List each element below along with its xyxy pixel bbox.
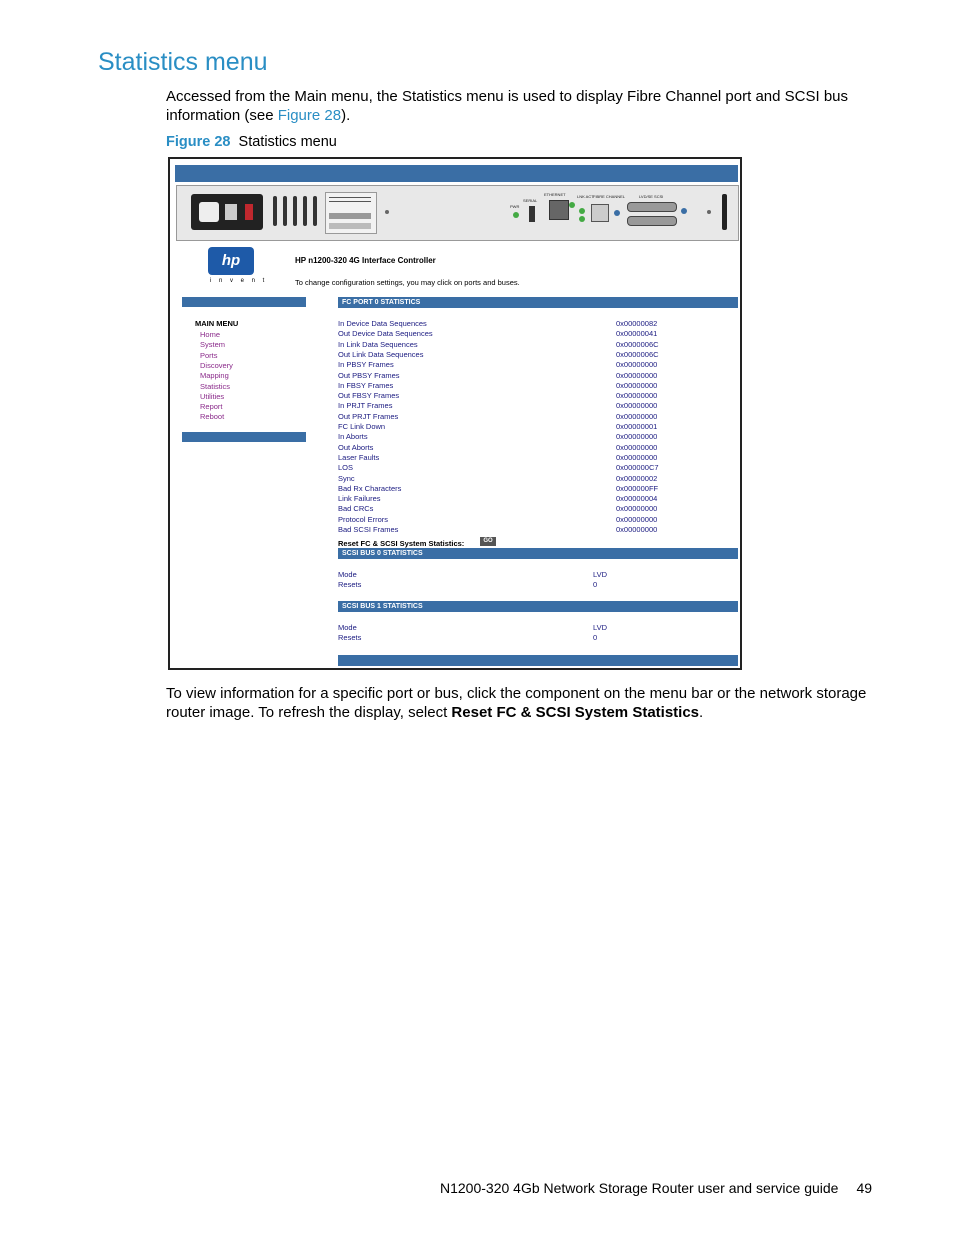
outro-paragraph: [166, 684, 881, 722]
fc-stat-value: 0x00000000: [616, 452, 658, 462]
power-inlet[interactable]: [191, 194, 263, 230]
fc-stat-value: 0x00000001: [616, 422, 658, 431]
fc-stat-label: FC Link Down: [338, 422, 386, 431]
menu-item-statistics[interactable]: Statistics: [200, 381, 231, 391]
fc-stat-label: Protocol Errors: [338, 514, 389, 524]
vent-slot: [313, 196, 317, 226]
fc-stat-value: 0x00000000: [616, 525, 658, 534]
intro-text: Accessed from the Main menu, the Statistics menu is used to display Fibre Channel port and SCSI bus information (see: [166, 88, 849, 124]
screw-icon: [385, 210, 389, 214]
scsi1-stat-label: Resets: [338, 633, 362, 643]
fc-stat-label: In Link Data Sequences: [338, 339, 418, 349]
menu-item-reboot[interactable]: Reboot: [200, 412, 225, 422]
outro-text: To view information for a specific port or bus, click the component on the menu bar or the network storage router image. To refresh the display, select: [166, 685, 867, 721]
pwr-led-icon: [513, 212, 519, 218]
fc-stat-value: 0x000000FF: [616, 483, 659, 493]
controller-subtitle: To change configuration settings, you may click on ports and buses.: [295, 278, 520, 287]
footer-title: N1200-320 4Gb Network Storage Router user and service guide: [440, 1180, 839, 1196]
fc-stat-value: 0x00000000: [616, 391, 658, 401]
outro-text-end: .: [699, 704, 704, 721]
left-menu-bar: [182, 297, 306, 307]
act-led-icon: [579, 216, 585, 222]
fc-stat-value: 0x00000000: [616, 380, 658, 390]
figure-number: Figure 28: [166, 134, 231, 150]
page-heading: Statistics menu: [98, 48, 268, 76]
power-socket-icon: [199, 202, 219, 222]
fibre-channel-port[interactable]: [591, 204, 609, 222]
pwr-label: PWR: [510, 204, 520, 209]
menu-item-ports[interactable]: Ports: [200, 350, 218, 360]
fc-stat-value: 0x00000082: [616, 319, 658, 328]
intro-paragraph: [166, 87, 881, 125]
handle-icon: [722, 194, 727, 230]
scsi-bus-1-header[interactable]: SCSI BUS 1 STATISTICS: [338, 601, 738, 612]
fc-stat-value: 0x00000002: [616, 473, 658, 483]
lnk-led-icon: [579, 208, 585, 214]
scsi0-stat-label: Mode: [338, 570, 357, 579]
screw-icon: [707, 210, 711, 214]
fc-stat-value: 0x00000000: [616, 442, 658, 452]
intro-text-end: ).: [341, 107, 351, 124]
fc-stat-label: In PBSY Frames: [338, 360, 394, 370]
router-image[interactable]: [176, 185, 739, 241]
fc-stat-value: 0x00000000: [616, 360, 658, 370]
fc-stat-label: Out PBSY Frames: [338, 370, 400, 380]
fc-stat-value: 0x00000000: [616, 432, 658, 442]
ethernet-led-icon: [569, 202, 575, 208]
scsi-label: LVD/SE SCSI: [639, 194, 664, 199]
page-footer: [440, 1180, 872, 1196]
serial-port-label: SERIAL: [523, 198, 538, 203]
fc-stat-label: Bad Rx Characters: [338, 483, 402, 493]
bottom-bar: [338, 655, 738, 666]
fc-stat-value: 0x0000006C: [616, 339, 659, 349]
menu-item-report[interactable]: Report: [200, 402, 223, 412]
scsi1-stat-value: LVD: [593, 623, 608, 632]
menu-item-discovery[interactable]: Discovery: [200, 360, 233, 370]
lnk-act-label: LNK ACT: [577, 194, 594, 199]
fc-stat-value: 0x00000000: [616, 370, 658, 380]
fc-stat-value: 0x00000000: [616, 514, 658, 524]
fc-stat-label: In Device Data Sequences: [338, 319, 427, 328]
fc-stat-label: Out Link Data Sequences: [338, 349, 424, 359]
fc-stat-label: Sync: [338, 473, 355, 483]
scsi0-stat-value: LVD: [593, 570, 608, 579]
top-bar: [175, 165, 738, 182]
scsi-led-icon: [681, 208, 687, 214]
fc-stat-label: In FBSY Frames: [338, 380, 394, 390]
figure-link[interactable]: Figure 28: [277, 107, 342, 124]
reset-statistics-label: Reset FC & SCSI System Statistics:: [338, 539, 465, 548]
vent-slot: [293, 196, 297, 226]
hp-logo-icon: hp: [208, 247, 254, 275]
controller-title: HP n1200-320 4G Interface Controller: [295, 256, 436, 265]
fc-stat-label: Bad CRCs: [338, 504, 374, 514]
serial-port[interactable]: [529, 206, 535, 222]
fc-stat-label: Laser Faults: [338, 452, 380, 462]
menu-item-system[interactable]: System: [200, 340, 226, 350]
fc-stat-value: 0x000000C7: [616, 463, 659, 473]
scsi0-stat-label: Resets: [338, 580, 362, 590]
fc-stat-value: 0x00000000: [616, 411, 658, 421]
menu-item-mapping[interactable]: Mapping: [200, 371, 229, 381]
fc-stat-label: Out Device Data Sequences: [338, 329, 433, 339]
fc-stat-value: 0x0000006C: [616, 349, 659, 359]
main-menu-title: MAIN MENU: [195, 319, 239, 328]
fc-stat-label: Bad SCSI Frames: [338, 525, 399, 534]
serial-label-plate: [325, 192, 377, 234]
fc-stat-label: Out PRJT Frames: [338, 411, 399, 421]
fc-stat-label: In PRJT Frames: [338, 401, 393, 411]
figure-title: Statistics menu: [238, 134, 337, 150]
logo-tagline: i n v e n t: [210, 278, 268, 284]
left-menu-bar: [182, 432, 306, 442]
vent-slot: [273, 196, 277, 226]
scsi-bus-1-port[interactable]: [627, 216, 677, 226]
power-switch-icon: [225, 204, 237, 220]
fc-stat-label: Out Aborts: [338, 442, 374, 452]
scsi1-stat-value: 0: [593, 633, 598, 643]
vent-slot: [303, 196, 307, 226]
fc-stat-label: In Aborts: [338, 432, 368, 442]
fc-led-icon: [614, 210, 620, 216]
fc-stat-label: Link Failures: [338, 494, 381, 504]
page-number: 49: [856, 1180, 873, 1196]
menu-item-home[interactable]: Home: [200, 330, 221, 339]
fc-stat-label: Out FBSY Frames: [338, 391, 400, 401]
statistics-menu-screenshot: [168, 157, 742, 670]
scsi0-stat-value: 0: [593, 580, 598, 590]
scsi-bus-0-port[interactable]: [627, 202, 677, 212]
figure-caption: [166, 134, 337, 150]
scsi1-stat-label: Mode: [338, 623, 357, 632]
fc-stat-value: 0x00000004: [616, 494, 658, 504]
go-button[interactable]: GO: [480, 537, 496, 546]
fc-stat-label: LOS: [338, 463, 354, 473]
outro-bold-text: Reset FC & SCSI System Statistics: [451, 704, 700, 721]
fc-stat-value: 0x00000041: [616, 329, 658, 339]
fuse-icon: [245, 204, 253, 220]
fc-port-0-header[interactable]: FC PORT 0 STATISTICS: [338, 297, 738, 308]
menu-item-utilities[interactable]: Utilities: [200, 391, 225, 401]
ethernet-port[interactable]: [549, 200, 569, 220]
ethernet-label: ETHERNET: [544, 192, 566, 197]
fibre-channel-label: FIBRE CHANNEL: [593, 194, 626, 199]
fc-stat-value: 0x00000000: [616, 401, 658, 411]
fc-stat-value: 0x00000000: [616, 504, 658, 514]
vent-slot: [283, 196, 287, 226]
scsi-bus-0-header[interactable]: SCSI BUS 0 STATISTICS: [338, 548, 738, 559]
